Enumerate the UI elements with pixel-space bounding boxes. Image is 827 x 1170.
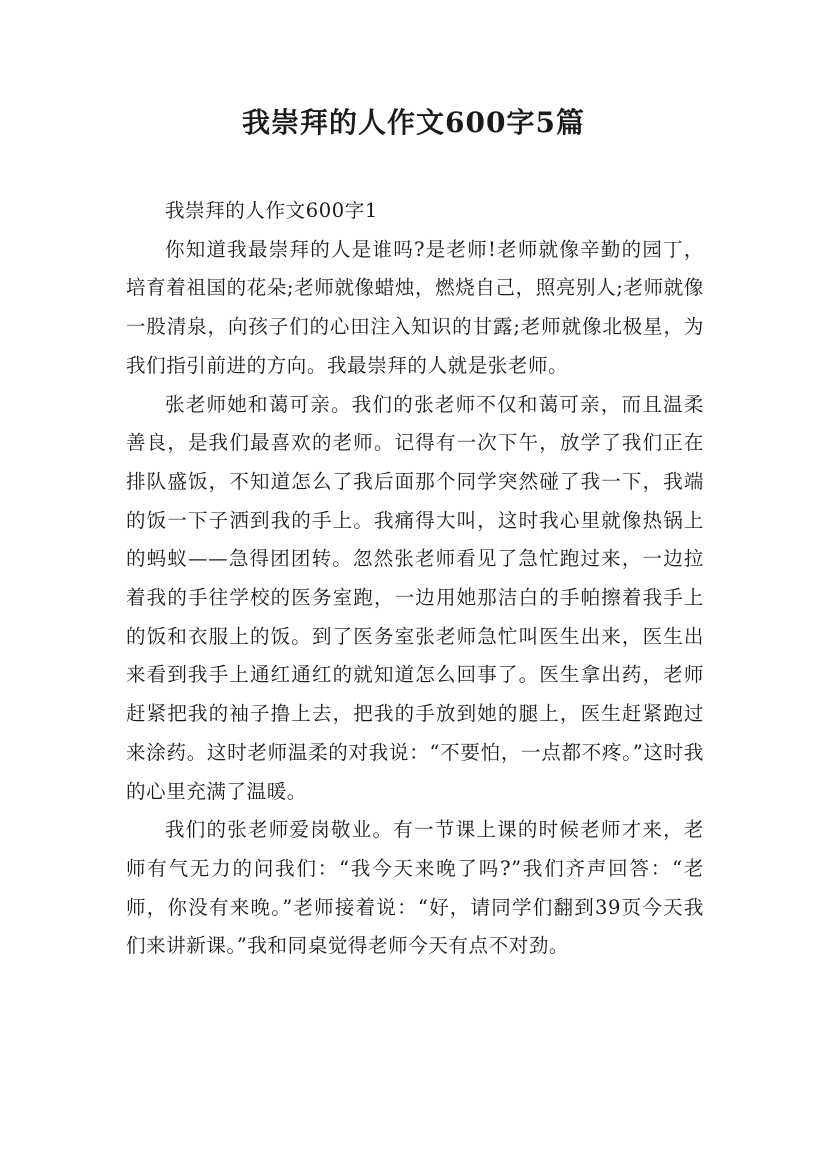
paragraph-kind: 张老师她和蔼可亲。我们的张老师不仅和蔼可亲，而且温柔善良，是我们最喜欢的老师。记得有一次下午，放学了我们正在排队盛饭，不知道怎么了我后面那个同学突然碰了我一下，我端的饭一下子洒到我的手上。我痛得大叫，这时我心里就像热锅上的蚂蚁——急得团团转。忽然张老师看见了急忙跑过来，一边拉着我的手往学校的医务室跑，一边用她那洁白的手帕擦着我手上的饭和衣服上的饭。到了医务室张老师急忙叫医生出来，医生出来看到我手上通红通红的就知道怎么回事了。医生拿出药，老师赶紧把我的袖子撸上去，把我的手放到她的腿上，医生赶紧跑过来涂药。这时老师温柔的对我说：“不要怕，一点都不疼。”这时我的心里充满了温暖。 (126, 392, 704, 803)
section-heading: 我崇拜的人作文600字1 (165, 199, 378, 222)
paragraph-intro: 你知道我最崇拜的人是谁吗?是老师!老师就像辛勤的园丁，培育着祖国的花朵;老师就像蜡烛，燃烧自己，照亮别人;老师就像一股清泉，向孩子们的心田注入知识的甘露;老师就像北极星，为我们指引前进的方向。我最崇拜的人就是张老师。 (126, 237, 704, 377)
document-title: 我崇拜的人作文600字5篇 (242, 106, 585, 139)
paragraph-dedicated: 我们的张老师爱岗敬业。有一节课上课的时候老师才来，老师有气无力的问我们：“我今天来晚了吗?”我们齐声回答：“老师，你没有来晚。”老师接着说：“好，请同学们翻到39页今天我们来讲新课。”我和同桌觉得老师今天有点不对劲。 (126, 818, 704, 958)
document-body (126, 192, 704, 966)
